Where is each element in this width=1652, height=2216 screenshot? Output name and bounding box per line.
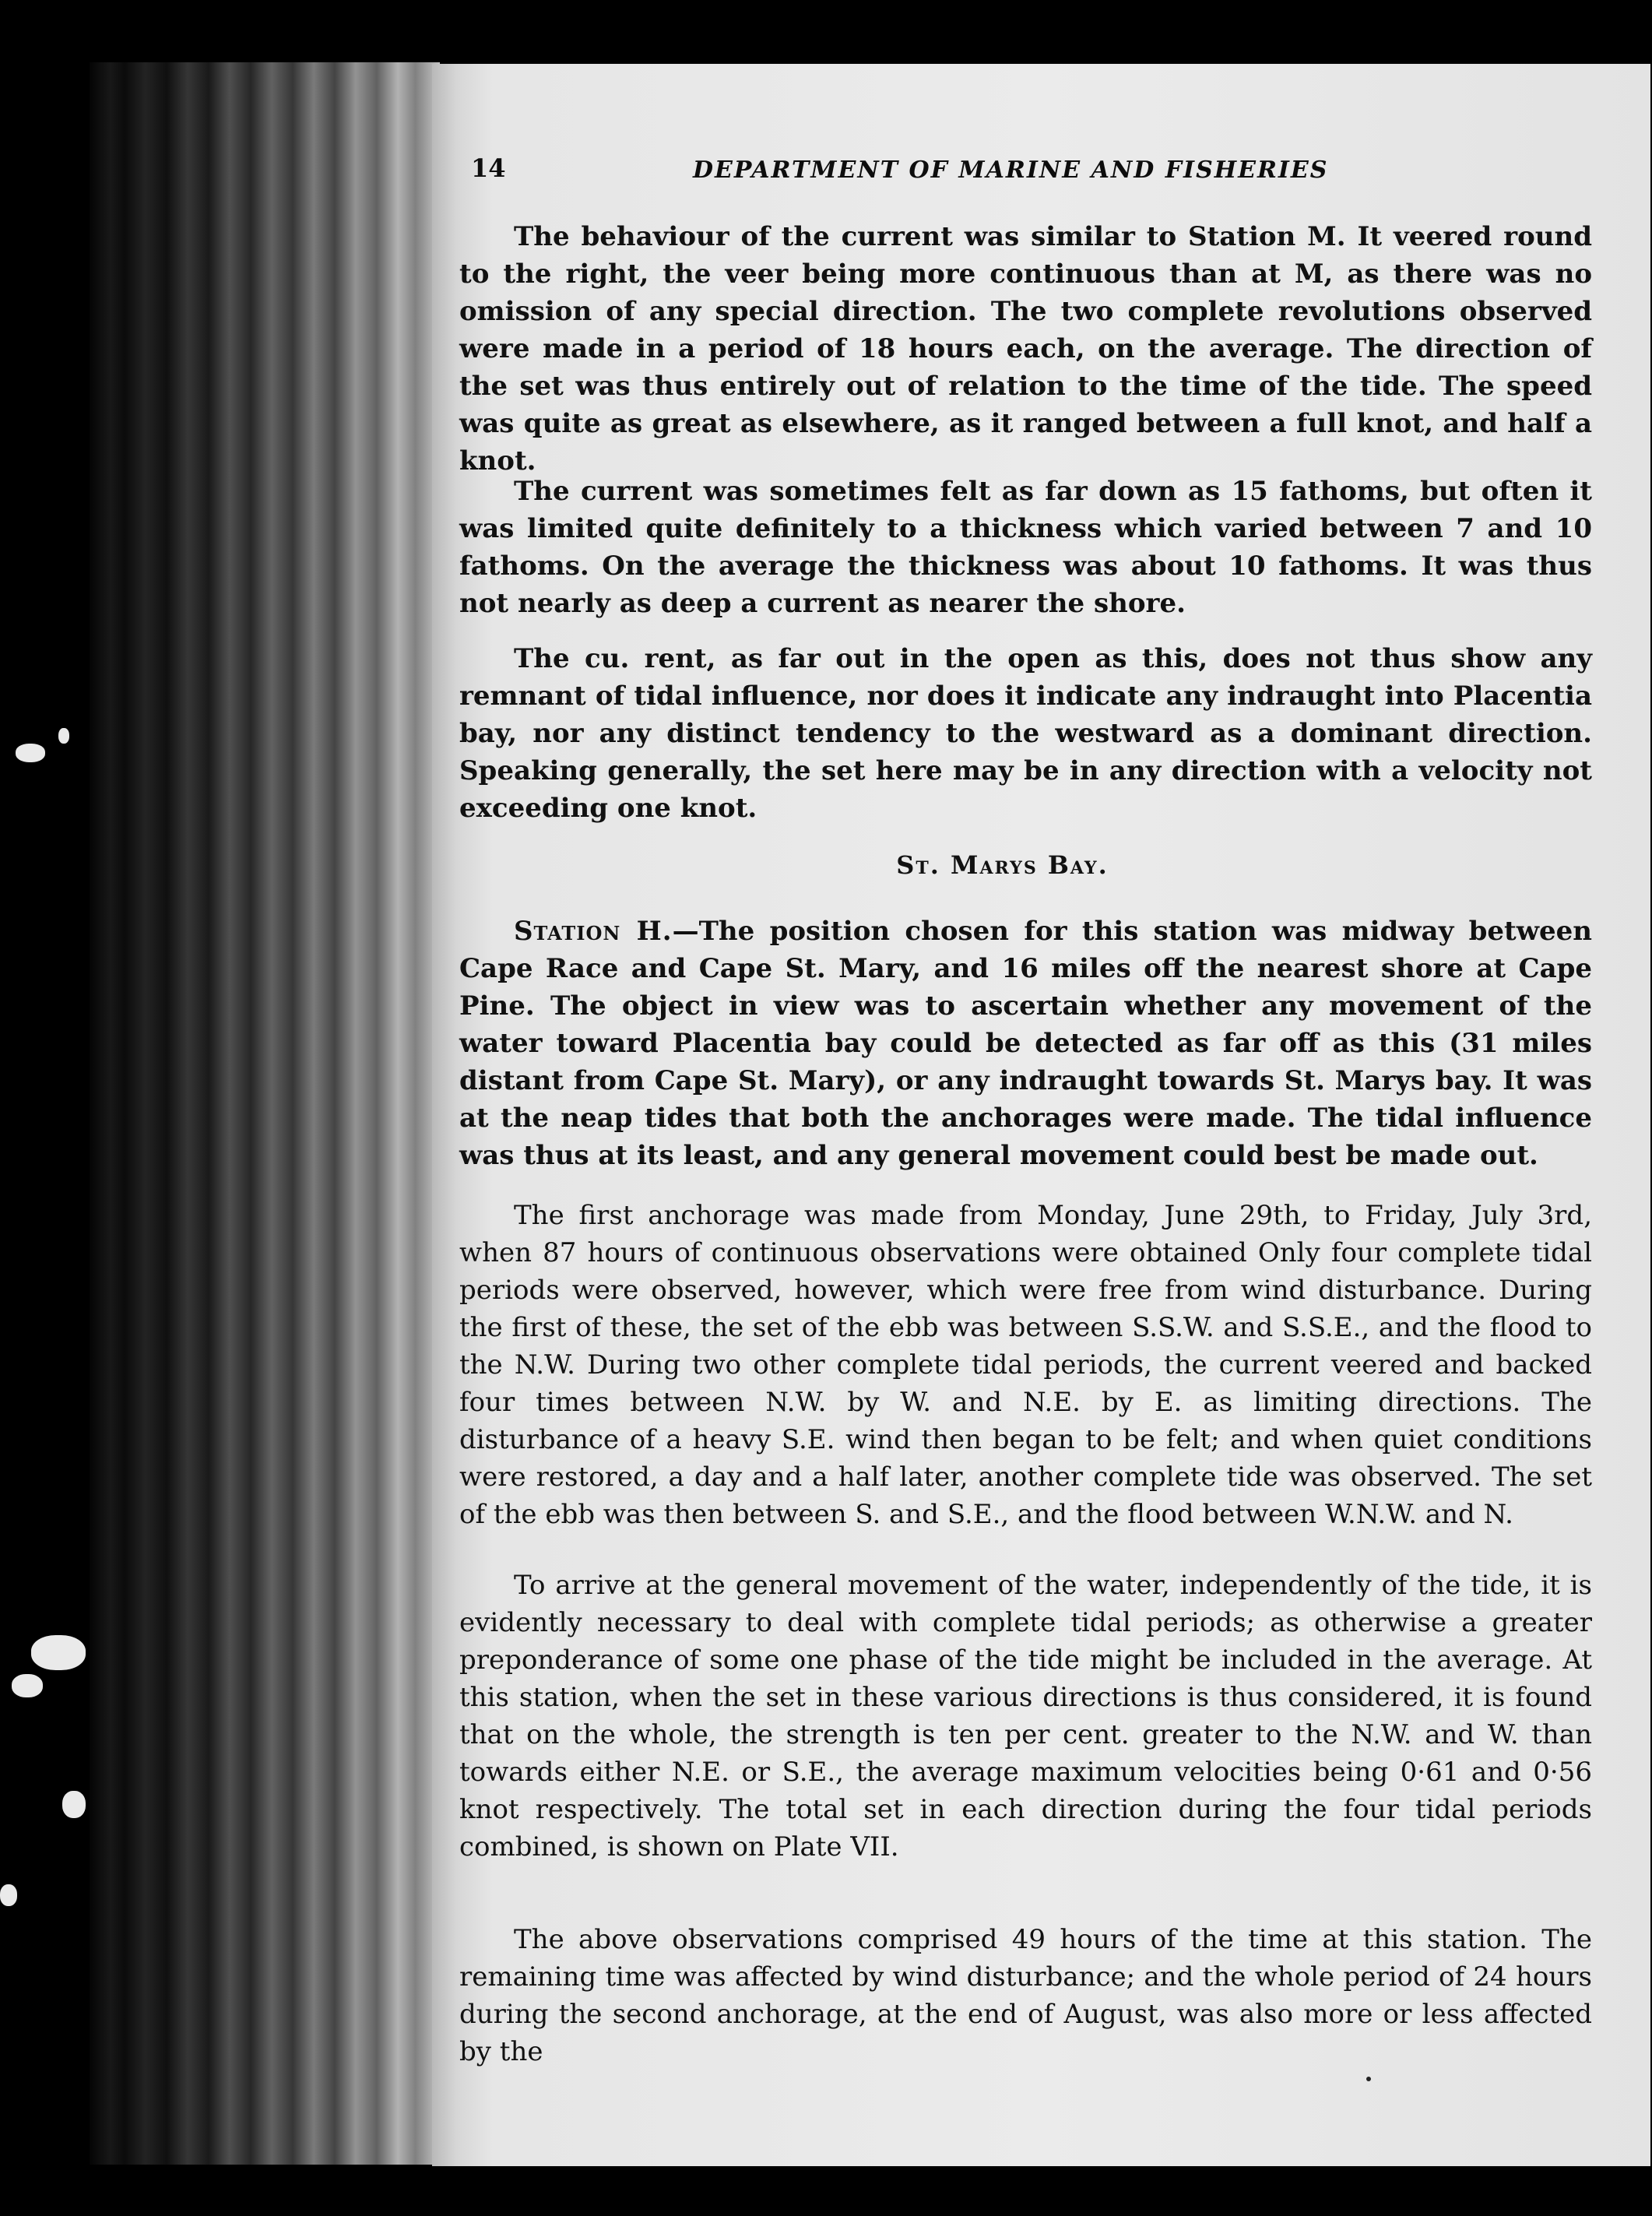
paragraph — [459, 1197, 1592, 1533]
paragraph — [459, 473, 1592, 622]
paragraph-body: —The position chosen for this station was midway between Cape Race and Cape St. Mary, and 16 miles off the nearest shore at Cape Pine. The object in view was to ascertain whether any movement of the water toward Placentia bay could be detected as far off as this (31 miles distant from Cape St. Mary), or any indraught towards St. Marys bay. It was at the neap tides that both the anchorages were made. The tidal influence was thus at its least, and any general movement could best be made out. — [459, 916, 1593, 1171]
running-title: DEPARTMENT OF MARINE AND FISHERIES — [693, 157, 1329, 184]
station-label: Station H. — [514, 916, 673, 947]
paragraph — [459, 1567, 1592, 1866]
page-header — [471, 153, 1604, 192]
book-page-edges — [90, 62, 440, 2165]
paragraph-text: The first anchorage was made from Monday, June 29th, to Friday, July 3rd, when 87 hours of continuous observations were obtained Only four complete tidal periods were observed, however, which were free from wind disturbance. During the first of these, the set of the ebb was between S.S.W. and S.S.E., and the flood to the N.W. During two other complete tidal periods, the current veered and backed four times between N.W. by W. and N.E. by E. as limiting directions. The disturbance of a heavy S.E. wind then began to be felt; and when quiet conditions were restored, a day and a half later, another complete tide was observed. The set of the ebb was then between S. and S.E., and the flood between W.N.W. and N. — [459, 1200, 1592, 1530]
book-page — [432, 64, 1650, 2166]
film-speck — [12, 1674, 43, 1697]
film-speck — [62, 1791, 86, 1818]
paragraph — [459, 913, 1592, 1174]
paragraph-text: To arrive at the general movement of the water, independently of the tide, it is evidently necessary to deal with complete tidal periods; as otherwise a greater preponderance of some one phase of the tide might be included in the average. At this station, when the set in these various directions is thus considered, it is found that on the whole, the strength is ten per cent. greater to the N.W. and W. than towards either N.E. or S.E., the average maximum velocities being 0·61 and 0·56 knot respectively. The total set in each direction during the four tidal periods combined, is shown on Plate VII. — [459, 1570, 1592, 1862]
page-number: 14 — [471, 153, 506, 183]
film-speck — [58, 728, 69, 744]
print-mark — [1366, 2077, 1371, 2081]
film-speck — [31, 1635, 86, 1670]
paragraph — [459, 640, 1592, 827]
paragraph-text: The above observations comprised 49 hours of the time at this station. The remaining time was affected by wind disturbance; and the whole period of 24 hours during the second anchorage, at the end of August, was also more or less affected by the — [459, 1924, 1592, 2067]
film-speck — [16, 744, 45, 762]
paragraph — [459, 218, 1592, 480]
film-speck — [0, 1884, 17, 1906]
paragraph — [459, 1921, 1592, 2070]
paragraph-text: The current was sometimes felt as far down as 15 fathoms, but often it was limited quite definitely to a thickness which varied between 7 and 10 fathoms. On the average the thickness was about 10 fathoms. It was thus not nearly as deep a current as nearer the shore. — [459, 476, 1592, 619]
paragraph-text: The cu. rent, as far out in the open as this, does not thus show any remnant of tidal influence, nor does it indicate any indraught into Placentia bay, nor any distinct tendency to the westward as a dominant direction. Speaking generally, the set here may be in any direction with a velocity not exceeding one knot. — [459, 643, 1592, 824]
paragraph-text: The behaviour of the current was similar to Station M. It veered round to the right, the veer being more continuous than at M, as there was no omission of any special direction. The two complete revolutions observed were made in a period of 18 hours each, on the average. The direction of the set was thus entirely out of relation to the time of the tide. The speed was quite as great as elsewhere, as it ranged between a full knot, and half a knot. — [459, 221, 1592, 477]
paragraph-text — [459, 913, 1592, 1174]
section-heading: St. Marys Bay. — [896, 850, 1109, 880]
